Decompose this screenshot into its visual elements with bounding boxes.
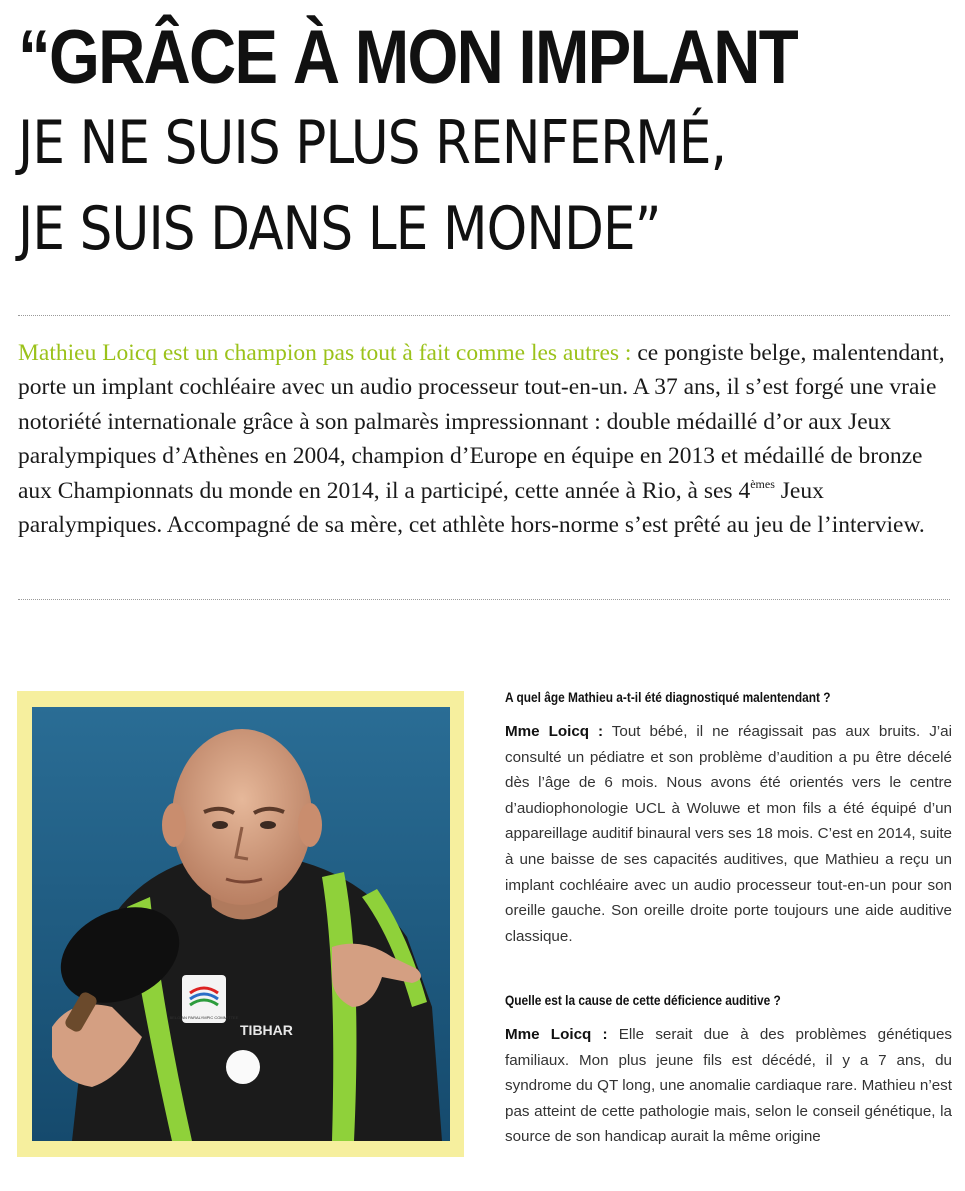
head <box>172 729 312 905</box>
athlete-photo <box>32 707 450 1141</box>
interview-answer-1 <box>505 719 952 949</box>
speaker-label: Mme Loicq : <box>505 1026 608 1043</box>
intro-lead: Mathieu Loicq est un champion pas tout à fait comme les autres : <box>18 340 632 366</box>
ping-pong-ball <box>226 1050 260 1084</box>
headline-line-2: JE NE SUIS PLUS RENFERMÉ, <box>18 108 727 178</box>
intro-paragraph <box>18 336 954 542</box>
shirt-brand: TIBHAR <box>240 1022 293 1038</box>
answer-text: Elle serait due à des problèmes génétiques familiaux. Mon plus jeune fils est décédé, il y a 7 ans, du syndrome du QT long, une anomalie cardiaque rare. Mathieu n’est pas atteint de cette pathologie mais, selon le conseil génétique, la source de son handicap aurait la même origine <box>505 1026 952 1146</box>
athlete-illustration <box>32 707 450 1141</box>
interview-block-2 <box>505 991 952 1150</box>
intro-body-2: Jeux paralympiques. Accompagné de sa mère, cet athlète hors-norme s’est prêté au jeu de l’interview. <box>18 477 925 539</box>
ear-right <box>298 803 322 847</box>
divider-bottom <box>18 599 950 600</box>
answer-text: Tout bébé, il ne réagissait pas aux bruits. J’ai consulté un pédiatre et son problème d’audition a pu être décelé dès l’âge de 6 mois. Nous avons été orientés vers le centre d’audiophonologie UCL à Woluwe et mon fils a été équipé d’un appareillage auditif binaural vers ses 18 mois. C’est en 2014, suite à une baisse de ses capacités auditives, que Mathieu a reçu un implant cochléaire avec un audio processeur tout-en-un pour son oreille gauche. Son oreille droite porte toujours une aide auditive classique. <box>505 723 952 945</box>
ear-left <box>162 803 186 847</box>
headline-line-3: JE SUIS DANS LE MONDE” <box>18 194 661 264</box>
divider-top <box>18 315 950 316</box>
speaker-label: Mme Loicq : <box>505 723 604 740</box>
intro-body-1: ce pongiste belge, malentendant, porte un implant cochléaire avec un audio processeur tout-en-un. A 37 ans, il s’est forgé une vraie notoriété internationale grâce à son palmarès impressionnant : double médaillé d’or aux Jeux paralympiques d’Athènes en 2004, champion d’Europe en équipe en 2013 et médaillé de bronze aux Championnats du monde en 2014, il a participé, cette année à Rio, à ses 4 <box>18 340 945 504</box>
eye-right <box>260 821 276 829</box>
intro-superscript: èmes <box>750 476 775 491</box>
headline-bold: “GRÂCE À MON IMPLANT <box>18 15 797 100</box>
eye-left <box>212 821 228 829</box>
interview-question-2: Quelle est la cause de cette déficience auditive ? <box>505 992 781 1008</box>
interview-block-1 <box>505 688 952 949</box>
badge-text: BELGIAN PARALYMPIC COMMITTEE <box>169 1015 239 1020</box>
interview-question-1: A quel âge Mathieu a-t-il été diagnostiqué malentendant ? <box>505 689 831 705</box>
interview-answer-2 <box>505 1022 952 1150</box>
